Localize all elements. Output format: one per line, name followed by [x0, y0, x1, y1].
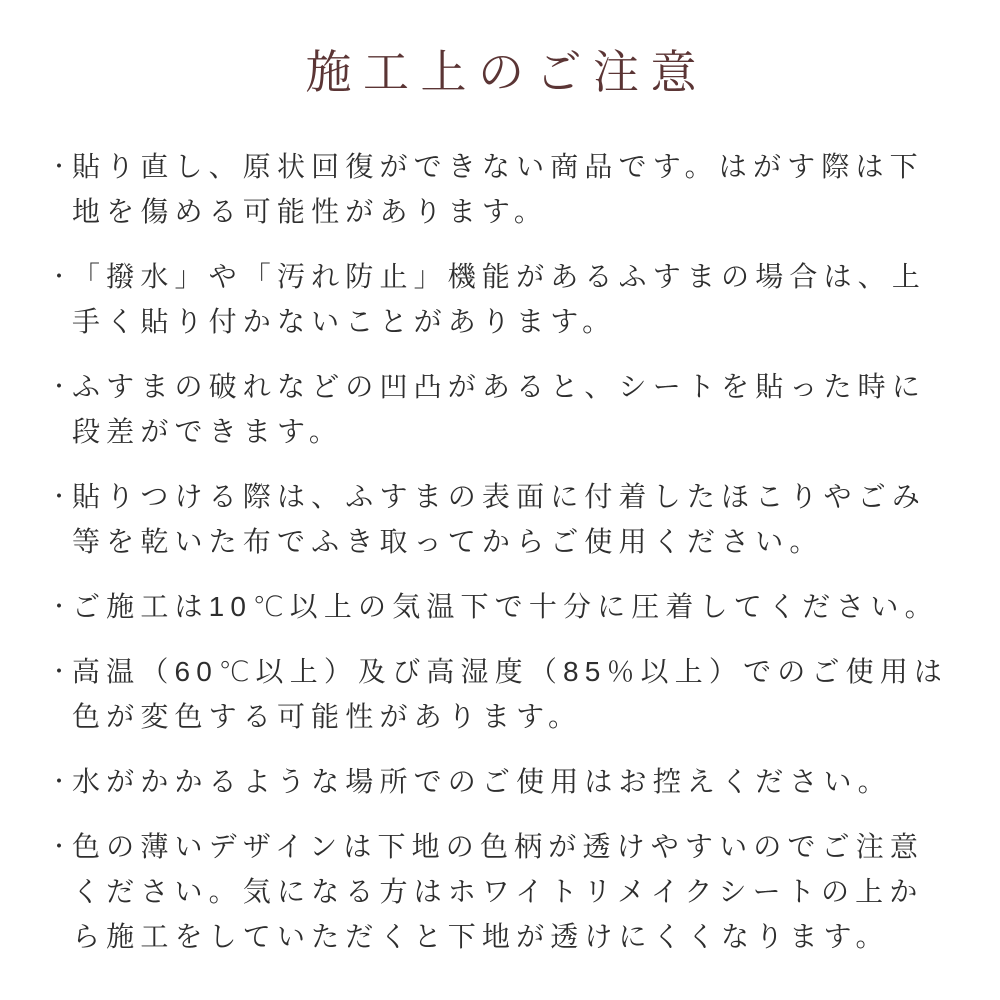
list-item — [48, 474, 954, 564]
bullet-marker: ・ — [48, 373, 71, 399]
notice-text: 色の薄いデザインは下地の色柄が透けやすいのでご注意ください。気になる方はホワイトリメイクシートの上から施工をしていただくと下地が透けにくくなります。 — [72, 830, 925, 952]
list-item — [48, 254, 954, 344]
bullet-marker: ・ — [48, 658, 71, 684]
list-item — [48, 649, 954, 739]
notice-text: 貼りつける際は、ふすまの表面に付着したほこりやごみ等を乾いた布でふき取ってからご使用ください。 — [72, 480, 927, 557]
list-item — [48, 584, 954, 629]
bullet-marker: ・ — [48, 153, 71, 179]
list-item — [48, 759, 954, 804]
notice-text: ご施工は10℃以上の気温下で十分に圧着してください。 — [72, 590, 939, 622]
bullet-marker: ・ — [48, 768, 71, 794]
notice-text: 貼り直し、原状回復ができない商品です。はがす際は下地を傷める可能性があります。 — [72, 150, 924, 227]
list-item — [48, 144, 954, 234]
list-item — [48, 824, 954, 959]
page-title: 施工上のご注意 — [305, 46, 708, 98]
list-item — [48, 364, 954, 454]
bullet-marker: ・ — [48, 483, 71, 509]
notice-text: 水がかかるような場所でのご使用はお控えください。 — [72, 765, 892, 797]
precautions-list — [48, 144, 954, 959]
bullet-marker: ・ — [48, 833, 71, 859]
bullet-marker: ・ — [48, 593, 71, 619]
notice-text: ふすまの破れなどの凹凸があると、シートを貼った時に段差ができます。 — [72, 370, 927, 447]
bullet-marker: ・ — [48, 263, 71, 289]
notice-text: 高温（60℃以上）及び高湿度（85％以上）でのご使用は色が変色する可能性があります。 — [72, 655, 949, 732]
notice-text: 「撥水」や「汚れ防止」機能があるふすまの場合は、上手く貼り付かないことがあります。 — [72, 260, 927, 337]
